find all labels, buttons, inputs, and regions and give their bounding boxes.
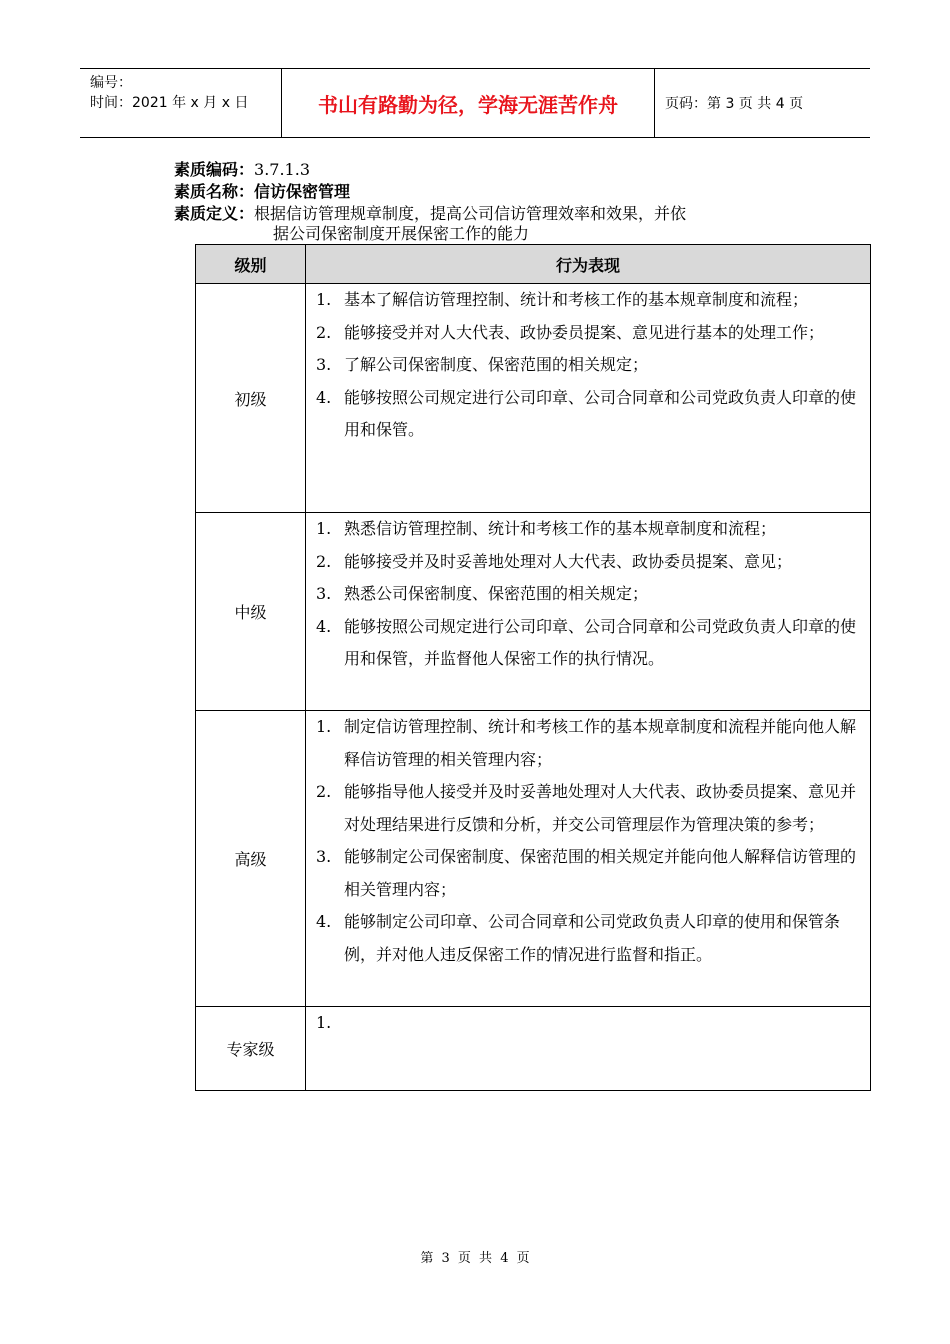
meta-name-key: 素质名称：	[174, 182, 255, 201]
item-number: 1.	[316, 519, 332, 538]
list-item	[316, 349, 866, 382]
item-number: 3.	[316, 355, 332, 374]
time-label: 时间：2021 年 x 月 x 日	[90, 95, 249, 111]
meta-code-value: 3.7.1.3	[254, 160, 310, 179]
item-text: 熟悉信访管理控制、统计和考核工作的基本规章制度和流程；	[344, 519, 777, 538]
item-text: 能够制定公司印章、公司合同章和公司党政负责人印章的使用和保管条例，并对他人违反保密工作的情况进行监督和指正。	[344, 912, 841, 964]
meta-name	[174, 182, 350, 202]
number-label: 编号：	[90, 75, 132, 91]
behavior-cell	[306, 1007, 871, 1091]
behavior-list	[316, 513, 866, 676]
table-row	[196, 284, 871, 513]
item-text: 能够指导他人接受并及时妥善地处理对人大代表、政协委员提案、意见并对处理结果进行反馈和分析，并交公司管理层作为管理决策的参考；	[344, 782, 857, 834]
behavior-list	[316, 284, 866, 447]
behavior-list	[316, 711, 866, 971]
list-item	[316, 284, 866, 317]
item-number: 4.	[316, 616, 332, 636]
list-item	[316, 578, 866, 611]
table-row	[196, 1007, 871, 1091]
list-item	[316, 513, 866, 546]
table-header-row	[196, 245, 871, 284]
table-row	[196, 711, 871, 1007]
item-text: 能够接受并对人大代表、政协委员提案、意见进行基本的处理工作；	[344, 322, 825, 342]
item-number: 2.	[316, 322, 332, 342]
item-text: 能够按照公司规定进行公司印章、公司合同章和公司党政负责人印章的使用和保管。	[344, 387, 857, 439]
behavior-cell	[306, 513, 871, 711]
item-number: 3.	[316, 584, 332, 603]
level-cell: 专家级	[196, 1007, 306, 1091]
level-cell: 高级	[196, 711, 306, 1007]
header-level: 级别	[196, 245, 306, 284]
meta-definition	[174, 204, 686, 224]
item-text: 能够按照公司规定进行公司印章、公司合同章和公司党政负责人印章的使用和保管，并监督他人保密工作的执行情况。	[344, 616, 857, 668]
list-item	[316, 906, 866, 971]
header-motto: 书山有路勤为径，学海无涯苦作舟	[282, 69, 655, 137]
page-header	[80, 68, 870, 138]
list-item	[316, 711, 866, 776]
item-number: 4.	[316, 912, 332, 931]
header-info	[80, 69, 282, 137]
item-number: 1.	[316, 1013, 332, 1032]
meta-def-line2: 据公司保密制度开展保密工作的能力	[273, 224, 530, 243]
competency-table	[195, 244, 871, 1091]
item-number: 1.	[316, 717, 332, 736]
item-text: 制定信访管理控制、统计和考核工作的基本规章制度和流程并能向他人解释信访管理的相关管理内容；	[344, 717, 857, 769]
item-number: 2.	[316, 551, 332, 571]
meta-code	[174, 160, 310, 180]
item-text: 熟悉公司保密制度、保密范围的相关规定；	[344, 584, 649, 603]
meta-def-key: 素质定义：	[174, 204, 255, 223]
table-row	[196, 513, 871, 711]
item-number: 3.	[316, 847, 332, 866]
list-item	[316, 841, 866, 906]
meta-name-value: 信访保密管理	[254, 182, 351, 201]
list-item	[316, 611, 866, 676]
item-text: 能够制定公司保密制度、保密范围的相关规定并能向他人解释信访管理的相关管理内容；	[344, 847, 857, 899]
item-text: 了解公司保密制度、保密范围的相关规定；	[344, 355, 649, 374]
item-number: 2.	[316, 782, 332, 801]
header-page-label: 页码：第 3 页 共 4 页	[665, 96, 804, 112]
header-behavior: 行为表现	[306, 245, 871, 284]
meta-code-key: 素质编码：	[174, 160, 255, 179]
level-cell: 中级	[196, 513, 306, 711]
behavior-cell	[306, 711, 871, 1007]
list-item	[316, 382, 866, 447]
item-number: 4.	[316, 387, 332, 407]
list-item	[316, 546, 866, 579]
item-text: 能够接受并及时妥善地处理对人大代表、政协委员提案、意见；	[344, 551, 793, 571]
page-footer: 第 3 页 共 4 页	[420, 1251, 530, 1266]
meta-def-line1: 根据信访管理规章制度，提高公司信访管理效率和效果，并依	[254, 204, 687, 223]
level-cell: 初级	[196, 284, 306, 513]
item-number: 1.	[316, 290, 332, 309]
list-item	[316, 776, 866, 841]
item-text: 基本了解信访管理控制、统计和考核工作的基本规章制度和流程；	[344, 290, 809, 309]
behavior-cell	[306, 284, 871, 513]
list-item	[316, 317, 866, 350]
